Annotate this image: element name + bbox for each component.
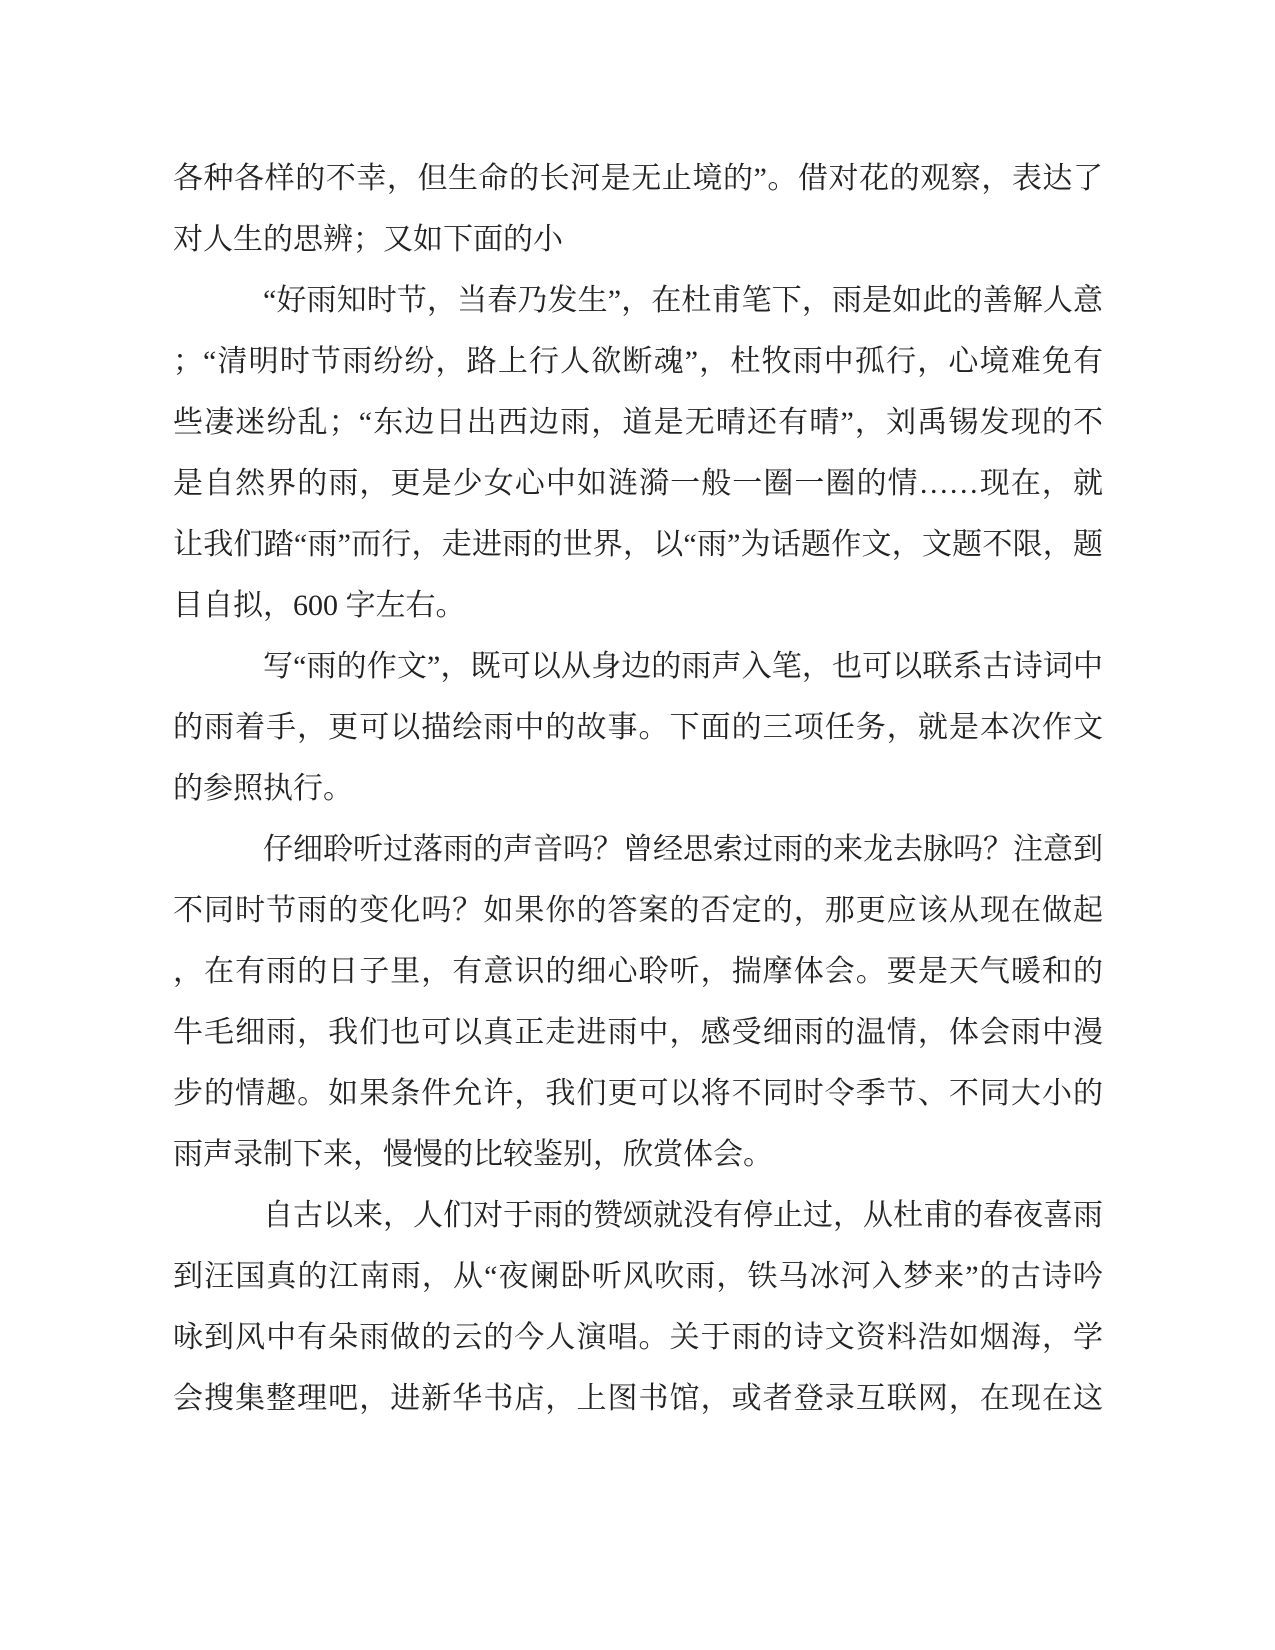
text-line: 的雨着手，更可以描绘雨中的故事。下面的三项任务，就是本次作文 [173,711,1103,744]
text-line: 自古以来，人们对于雨的赞颂就没有停止过，从杜甫的春夜喜雨 [263,1199,1103,1232]
text-line: 仔细聆听过落雨的声音吗？曾经思索过雨的来龙去脉吗？注意到 [263,833,1103,866]
document-body [173,148,1103,1429]
text-line: 写“雨的作文”，既可以从身边的雨声入笔，也可以联系古诗词中 [263,650,1103,683]
text-line: 是自然界的雨，更是少女心中如涟漪一般一圈一圈的情……现在，就 [173,467,1103,500]
text-line: 的参照执行。 [173,772,353,805]
text-line: 不同时节雨的变化吗？如果你的答案的否定的，那更应该从现在做起 [173,894,1103,927]
text-line: ，在有雨的日子里，有意识的细心聆听，揣摩体会。要是天气暖和的 [173,955,1103,988]
text-line: 步的情趣。如果条件允许，我们更可以将不同时令季节、不同大小的 [173,1077,1103,1110]
text-line: ；“清明时节雨纷纷，路上行人欲断魂”，杜牧雨中孤行，心境难免有 [173,345,1103,378]
text-line: 到汪国真的江南雨，从“夜阑卧听风吹雨，铁马冰河入梦来”的古诗吟 [173,1260,1103,1293]
text-line: “好雨知时节，当春乃发生”，在杜甫笔下，雨是如此的善解人意 [263,284,1103,317]
text-line: 各种各样的不幸，但生命的长河是无止境的”。借对花的观察，表达了 [173,162,1103,195]
text-line: 牛毛细雨，我们也可以真正走进雨中，感受细雨的温情，体会雨中漫 [173,1016,1103,1049]
text-line: 会搜集整理吧，进新华书店，上图书馆，或者登录互联网，在现在这 [173,1382,1103,1415]
text-line: 咏到风中有朵雨做的云的今人演唱。关于雨的诗文资料浩如烟海，学 [173,1321,1103,1354]
text-line: 让我们踏“雨”而行，走进雨的世界，以“雨”为话题作文，文题不限，题 [173,528,1103,561]
text-line: 对人生的思辨；又如下面的小 [173,223,563,256]
text-line: 目自拟，600 字左右。 [173,589,466,622]
text-line: 些凄迷纷乱；“东边日出西边雨，道是无晴还有晴”，刘禹锡发现的不 [173,406,1103,439]
text-line: 雨声录制下来，慢慢的比较鉴别，欣赏体会。 [173,1138,773,1171]
